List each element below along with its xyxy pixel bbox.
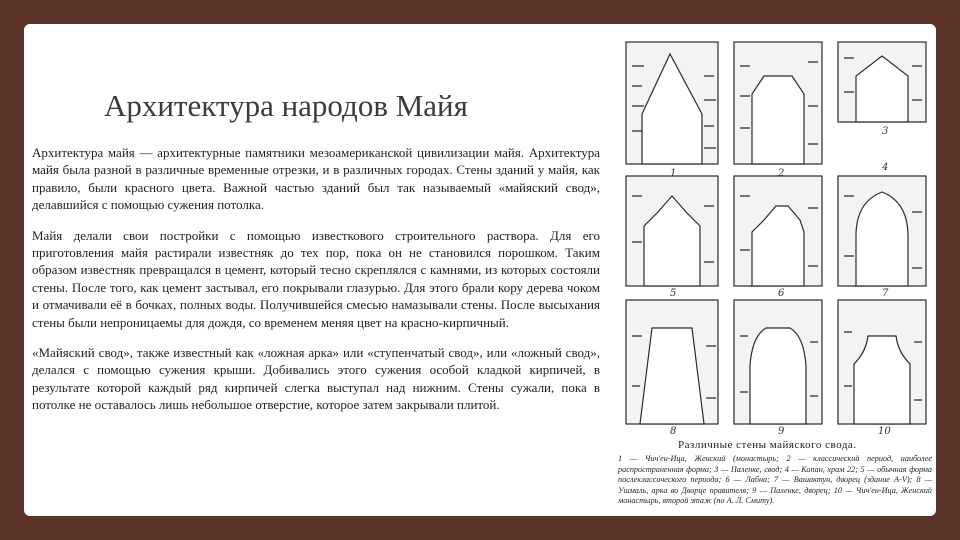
arch-label-9: 9 <box>778 426 785 436</box>
slide <box>24 24 936 516</box>
figure-caption: 1 — Чич'ен-Ица, Женский (монастырь; 2 — классический период, наиболее распространенная форма; 3 — Паленке, свод; 4 — Копан, храм 22; 5 — обычная форма послеклассического периода; 6 — Лабна; 7 — Вашактун, дворец (здание А-V); 8 — Ушмаль, арка во Дворце правителя; 9 — Паленке, дворец; 10 — Чич'ен-Ица, Женский монастырь, второй этаж (по А. Л. Смиту). <box>618 454 932 506</box>
paragraph-mortar: Майя делали свои постройки с помощью известкового строительного раствора. Для его приготовления майя растирали известняк до тех пор, пока он не становился порошком. Таким образом известняк превращался в цемент, который тесно скреплялся с камнями, из которых состояли стены. После того, как цемент застывал, его покрывали глазурью. Для этого брали кору дерева чоком и отмачивали её в бочках, полных воды. Получившейся смесью намазывали стены. После высыхания стены были непроницаемы для дождя, со временем меняя цвет на красно-кирпичный. <box>32 227 600 330</box>
arch-label-2: 2 <box>778 168 785 179</box>
arch-1-drawing <box>626 42 718 164</box>
arch-6-drawing <box>838 176 926 286</box>
arch-label-1: 1 <box>670 168 677 179</box>
arch-2-drawing <box>734 42 822 164</box>
paragraph-vault: «Майяский свод», также известный как «ложная арка» или «ступенчатый свод», или «ложный свод», делался с помощью сужения крыши. Добивались этого сужения особой кладкой кирпичей, в результате которой каждый ряд кирпичей слегка выступал над нижним. Стены сужали, пока в потолке не оставалось лишь небольшое отверстие, которое затем закрывали плитой. <box>32 345 600 413</box>
arch-label-5: 5 <box>670 288 677 299</box>
vault-drawings <box>618 36 934 436</box>
paragraph-intro: Архитектура майя — архитектурные памятники мезоамериканской цивилизации майя. Архитектура майя была разной в различные временные отрезки, и в различных городах. Стены зданий у майя, как правило, были красного цвета. Важной частью зданий был так называемый «майяский свод», делавшийся с помощью сужения потолка. <box>32 145 600 213</box>
arch-label-10: 10 <box>878 426 891 436</box>
arch-label-4: 4 <box>882 162 889 173</box>
arch-label-8: 8 <box>670 426 677 436</box>
arch-label-3: 3 <box>882 126 889 137</box>
arch-9-drawing <box>838 300 926 424</box>
figure-caption-title: Различные стены майяского свода. <box>678 439 857 451</box>
arch-3-drawing <box>838 42 926 122</box>
arch-7-drawing <box>626 300 718 424</box>
arch-4-drawing <box>626 176 718 286</box>
vault-illustration <box>618 36 934 506</box>
arch-label-7: 7 <box>882 288 889 299</box>
arch-5-drawing <box>734 176 822 286</box>
arch-label-6: 6 <box>778 288 785 299</box>
arch-8-drawing <box>734 300 822 424</box>
slide-body <box>32 144 600 427</box>
slide-title: Архитектура народов Майя <box>104 88 468 123</box>
